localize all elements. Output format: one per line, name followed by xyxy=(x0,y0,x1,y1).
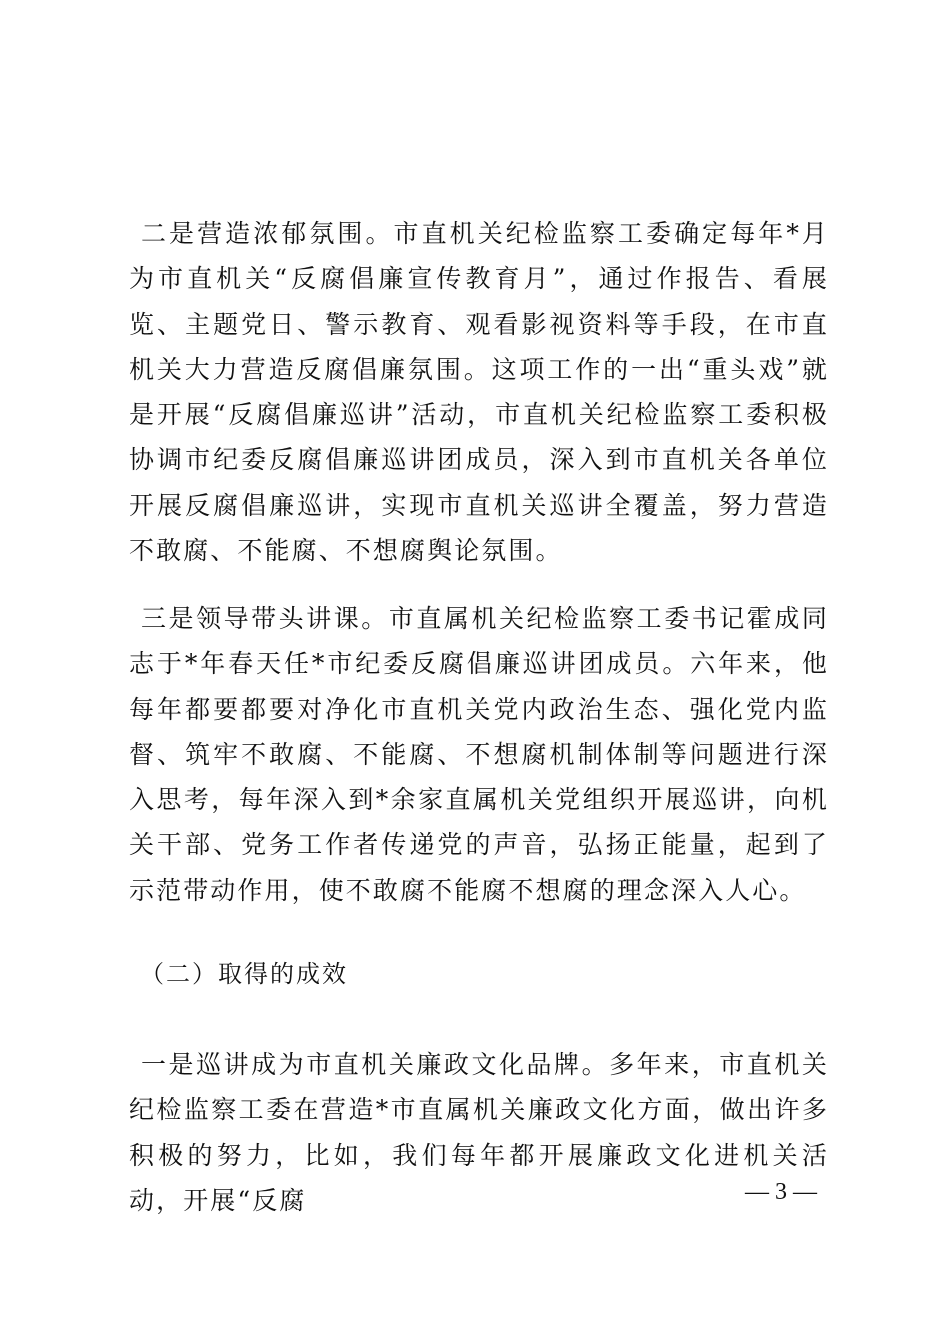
page-number: — 3 — xyxy=(745,1179,817,1205)
section-heading: （二）取得的成效 xyxy=(140,960,348,988)
paragraph-leader-lecture: 三是领导带头讲课。市直属机关纪检监察工委书记霍成同志于*年春天任*市纪委反腐倡廉巡讲团成员。六年来，他每年都要都要对净化市直机关党内政治生态、强化党内监督、筑牢不敢腐、不能腐、不想腐机制体制等问题进行深入思考，每年深入到*余家直属机关党组织开展巡讲，向机关干部、党务工作者传递党的声音，弘扬正能量，起到了示范带动作用，使不敢腐不能腐不想腐的理念深入人心。 xyxy=(129,604,829,905)
paragraph-brand: 一是巡讲成为市直机关廉政文化品牌。多年来，市直机关纪检监察工委在营造*市直属机关廉政文化方面，做出许多积极的努力，比如，我们每年都开展廉政文化进机关活动，开展“反腐 xyxy=(129,1050,829,1215)
paragraph-create-atmosphere: 二是营造浓郁氛围。市直机关纪检监察工委确定每年*月为市直机关“反腐倡廉宣传教育月”，通过作报告、看展览、主题党日、警示教育、观看影视资料等手段，在市直机关大力营造反腐倡廉氛围。这项工作的一出“重头戏”就是开展“反腐倡廉巡讲”活动，市直机关纪检监察工委积极协调市纪委反腐倡廉巡讲团成员，深入到市直机关各单位开展反腐倡廉巡讲，实现市直机关巡讲全覆盖，努力营造不敢腐、不能腐、不想腐舆论氛围。 xyxy=(129,219,829,566)
